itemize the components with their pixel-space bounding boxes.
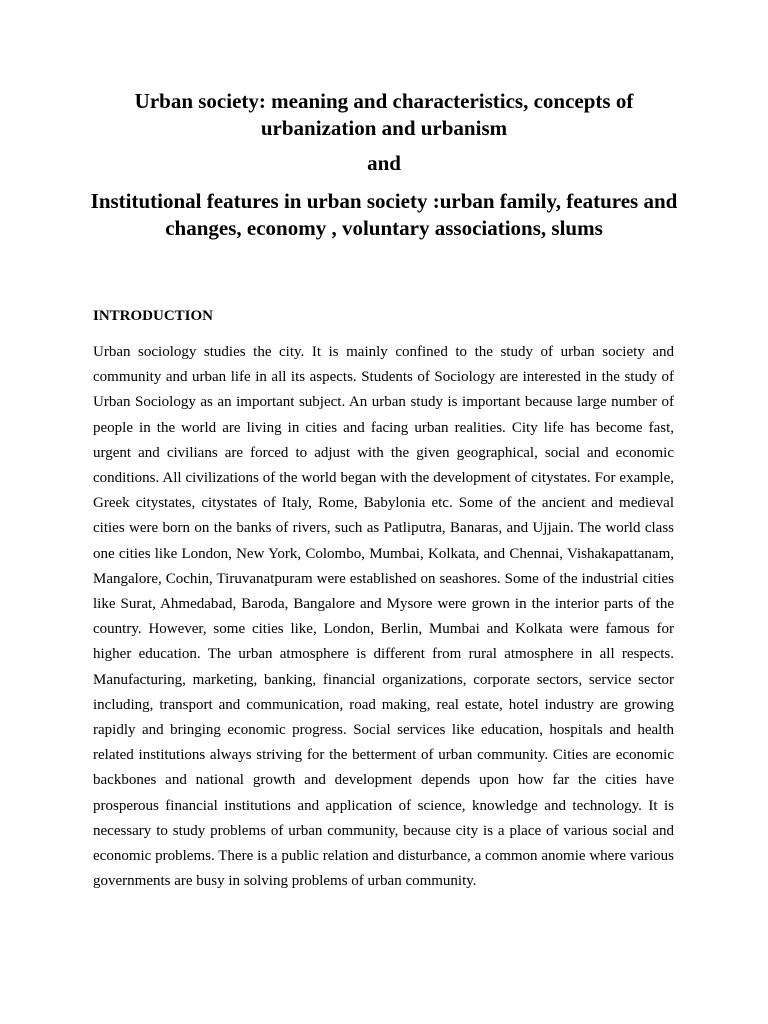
introduction-paragraph: Urban sociology studies the city. It is mainly confined to the study of urban society and community and urban life in all its aspects. Students of Sociology are interested in the study of Urban Sociology as an important subject. An urban study is important because large number of people in the world are living in cities and facing urban realities. City life has become fast, urgent and civilians are forced to adjust with the given geographical, social and economic conditions. All civilizations of the world began with the development of citystates. For example, Greek citystates, citystates of Italy, Rome, Babylonia etc. Some of the ancient and medieval cities were born on the banks of rivers, such as Patliputra, Banaras, and Ujjain. The world class one cities like London, New York, Colombo, Mumbai, Kolkata, and Chennai, Vishakapattanam, Mangalore, Cochin, Tiruvanatpuram were established on seashores. Some of the industrial cities like Surat, Ahmedabad, Baroda, Bangalore and Mysore were grown in the interior parts of the country. However, some cities like, London, Berlin, Mumbai and Kolkata were famous for higher education. The urban atmosphere is different from rural atmosphere in all respects. Manufacturing, marketing, banking, financial organizations, corporate sectors, service sector including, transport and communication, road making, real estate, hotel industry are growing rapidly and bringing economic progress. Social services like education, hospitals and health related institutions always striving for the betterment of urban community. Cities are economic backbones and national growth and development depends upon how far the cities have prosperous financial institutions and application of science, knowledge and technology. It is necessary to study problems of urban community, because city is a place of various social and economic problems. There is a public relation and disturbance, a common anomie where various governments are busy in solving problems of urban community.	[93, 344, 674, 890]
document-title-part1: Urban society: meaning and characteristics, concepts of urbanization and urbanism	[134, 89, 634, 140]
document-title-connector: and	[367, 151, 401, 175]
document-title-part2: Institutional features in urban society :urban family, features and changes, economy , voluntary associations, slums	[90, 189, 678, 240]
section-heading-introduction: INTRODUCTION	[93, 308, 214, 324]
